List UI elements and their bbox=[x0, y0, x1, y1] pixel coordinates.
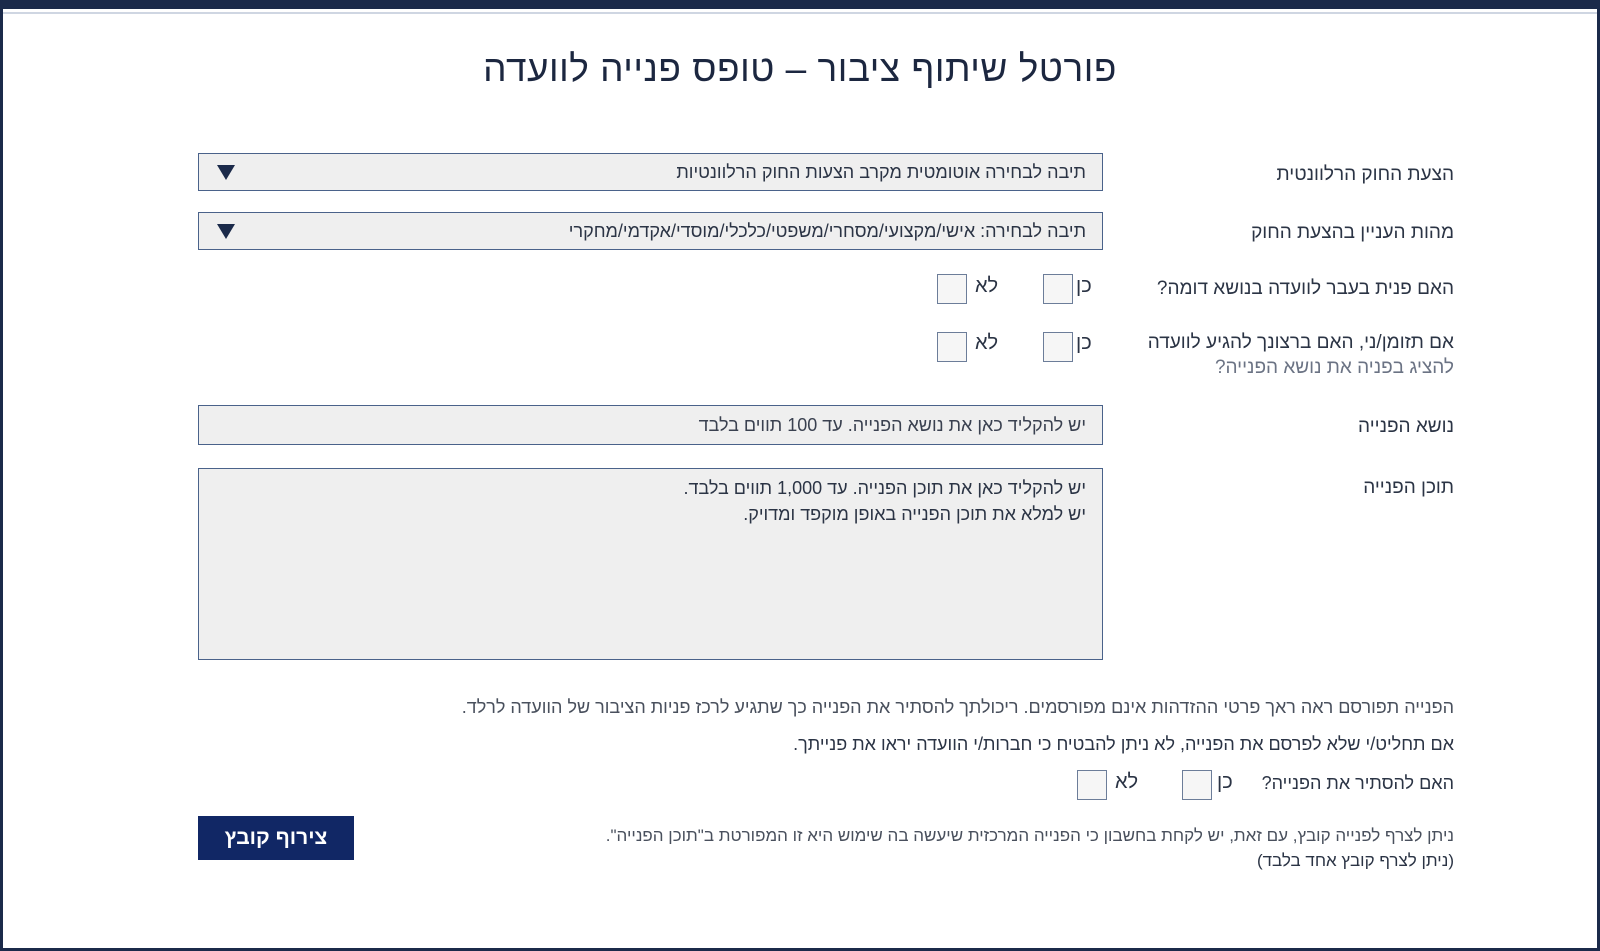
hide-question-label: האם להסתיר את הפנייה? bbox=[1261, 773, 1454, 793]
contacted-before-yes-checkbox[interactable] bbox=[1043, 274, 1073, 304]
interest-type-label: מהות העניין בהצעת החוק bbox=[1251, 222, 1454, 243]
hide-warning-note: אם תחליט/י שלא לפרסם את הפנייה, לא ניתן להבטיח כי חברות/י הוועדה יראו את פנייתך. bbox=[793, 734, 1454, 754]
want-to-attend-yes-label: כן bbox=[1076, 332, 1092, 354]
want-to-attend-label bbox=[1134, 330, 1454, 380]
content-placeholder-line2: יש למלא את תוכן הפנייה באופן מוקפד ומדויק. bbox=[743, 504, 1086, 524]
attachment-limit-note: (ניתן לצרף קובץ אחד בלבד) bbox=[1256, 851, 1454, 870]
law-proposal-value: תיבה לבחירה אוטומטית מקרב הצעות החוק הרלוונטיות bbox=[676, 162, 1086, 182]
want-to-attend-yes-checkbox[interactable] bbox=[1043, 332, 1073, 362]
attachment-note: ניתן לצרף לפנייה קובץ, עם זאת, יש לקחת בחשבון כי הפנייה המרכזית שיעשה בה שימוש היא זו המפורטת ב"תוכן הפנייה". bbox=[605, 826, 1454, 845]
chevron-down-icon[interactable] bbox=[217, 224, 235, 239]
subject-placeholder: יש להקליד כאן את נושא הפנייה. עד 100 תווים בלבד bbox=[698, 415, 1086, 435]
contacted-before-no-label: לא bbox=[975, 275, 999, 297]
law-proposal-select[interactable] bbox=[198, 153, 1103, 191]
law-proposal-label: הצעת החוק הרלוונטית bbox=[1276, 164, 1454, 185]
hide-no-checkbox[interactable] bbox=[1077, 770, 1107, 800]
content-label: תוכן הפנייה bbox=[1363, 477, 1454, 498]
want-to-attend-no-checkbox[interactable] bbox=[937, 332, 967, 362]
interest-type-select[interactable] bbox=[198, 212, 1103, 250]
want-to-attend-label-line2: להציג בפניה את נושא הפנייה? bbox=[1214, 357, 1454, 378]
chevron-down-icon[interactable] bbox=[217, 165, 235, 180]
attach-file-button[interactable]: צירוף קובץ bbox=[198, 816, 354, 860]
contacted-before-yes-label: כן bbox=[1076, 275, 1092, 297]
content-textarea[interactable] bbox=[198, 468, 1103, 660]
content-placeholder-line1: יש להקליד כאן את תוכן הפנייה. עד 1,000 תווים בלבד. bbox=[683, 478, 1086, 498]
subject-label: נושא הפנייה bbox=[1358, 416, 1454, 437]
want-to-attend-label-line1: אם תזומן/ני, האם ברצונך להגיע לוועדה bbox=[1147, 332, 1454, 353]
hide-yes-checkbox[interactable] bbox=[1182, 770, 1212, 800]
frame-divider bbox=[3, 12, 1597, 14]
hide-no-label: לא bbox=[1115, 771, 1139, 793]
want-to-attend-no-label: לא bbox=[975, 332, 999, 354]
page-title: פורטל שיתוף ציבור – טופס פנייה לוועדה bbox=[483, 48, 1117, 89]
hide-yes-label: כן bbox=[1217, 771, 1233, 793]
subject-input[interactable] bbox=[198, 405, 1103, 445]
contacted-before-no-checkbox[interactable] bbox=[937, 274, 967, 304]
publication-note: הפנייה תפורסם ראה ראך פרטי ההזדהות אינם מפורסמים. ריכולתך להסתיר את הפנייה כך שתגיע לרכז פניות הציבור של הוועדה לרלד. bbox=[461, 697, 1454, 717]
interest-type-value: תיבה לבחירה: אישי/מקצועי/מסחרי/משפטי/כלכלי/מוסדי/אקדמי/מחקרי bbox=[568, 221, 1086, 241]
contacted-before-label: האם פנית בעבר לוועדה בנושא דומה? bbox=[1156, 278, 1454, 299]
